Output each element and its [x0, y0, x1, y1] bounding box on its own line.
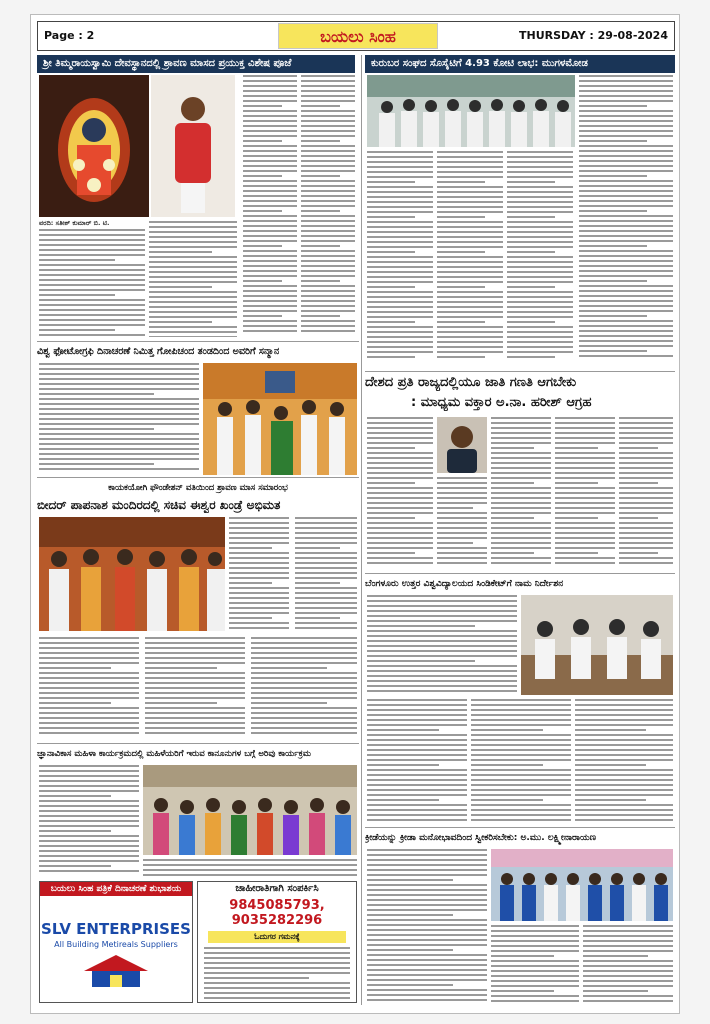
women-headline: ಜ್ಞಾನಾವಿಕಾಸ ಮಹಿಳಾ ಕಾರ್ಯಕ್ರಮದಲ್ಲಿ ಮಹಿಳೆಯರಿಗೆ ಇರುವ ಕಾನೂನುಗಳ ಬಗ್ಗೆ ಅರಿವು ಕಾರ್ಯಕ್ರಮ [37, 749, 311, 759]
classified-ad-banner: ಜಾಹೀರಾತಿಗಾಗಿ ಸಂಪರ್ಕಿಸಿ [198, 882, 356, 896]
issue-date: THURSDAY : 29-08-2024 [518, 29, 668, 42]
temple-text-4 [301, 75, 355, 337]
kurubara-headline: ಕುರುಬರ ಸಂಘದ ಸೊಸೈಟಿಗೆ 4.93 ಕೋಟಿ ಲಾಭ: ಮುಗಳಮೋಡ [365, 55, 675, 73]
slv-ad-banner: ಬಯಲು ಸಿಂಹ ಪತ್ರಿಕೆ ದಿನಾಚರಣೆ ಶುಭಾಶಯ [40, 882, 192, 896]
temple-byline: ವರದಿ: ಸತೀಶ್ ಕುಮಾರ್ ಬಿ. ಟಿ. [39, 219, 110, 227]
classified-ad-tag: ಓದುಗರ ಗಮನಕ್ಕೆ [208, 931, 346, 943]
university-text-1 [367, 595, 517, 695]
paper-name: ಬಯಲು ಸಿಂಹ [278, 23, 438, 49]
bidar-text-5 [251, 637, 357, 737]
university-photo [521, 595, 673, 695]
slv-ad-title: SLV ENTERPRISES [41, 920, 191, 938]
census-text-2 [437, 477, 487, 567]
sports-photo [491, 849, 673, 921]
temple-idol-photo [39, 75, 149, 217]
classified-ad [197, 881, 357, 1003]
slv-ad-subtitle: All Building Metireals Suppliers [54, 940, 178, 949]
census-subhead: : ಮಾಧ್ಯಮ ವಕ್ತಾರ ಅ.ನಾ. ಹರೀಶ್ ಆಗ್ರಹ [411, 395, 592, 410]
classified-ad-text [204, 947, 350, 1003]
slv-enterprises-ad [39, 881, 193, 1003]
women-photo [143, 765, 357, 855]
kurubara-text-2 [437, 151, 503, 365]
classified-ad-phone: 9845085793, 9035282296 [229, 898, 325, 928]
census-text-3 [491, 417, 551, 567]
women-text-2 [143, 859, 357, 877]
sports-headline: ಕ್ರೀಡೆಯನ್ನು ಕ್ರೀಡಾ ಮನೋಭಾವದಿಂದ ಸ್ವೀಕರಿಸಬೇಕು: ಅ.ಮು. ಲಕ್ಷ್ಮೀನಾರಾಯಣ [365, 833, 596, 843]
kurubara-text-3 [507, 151, 573, 365]
bidar-headline: ಬೀದರ್ ಪಾಪನಾಶ ಮಂದಿರದಲ್ಲಿ ಸಚಿವ ಈಶ್ವರ ಖಂಡ್ರೆ ಅಭಿಮತ [37, 498, 281, 512]
kurubara-text-1 [367, 151, 433, 365]
photo-day-photo [203, 363, 357, 475]
university-text-2 [367, 699, 467, 823]
kurubara-text-side [579, 75, 673, 365]
temple-text-1 [39, 229, 145, 337]
census-headline: ದೇಶದ ಪ್ರತಿ ರಾಜ್ಯದಲ್ಲಿಯೂ ಜಾತಿ ಗಣತಿ ಆಗಬೇಕು [365, 375, 577, 390]
sports-text-1 [367, 849, 487, 1005]
sports-text-2 [491, 925, 579, 1005]
university-text-3 [471, 699, 571, 823]
census-text-5 [619, 417, 673, 567]
temple-text-3 [243, 75, 297, 337]
census-text-1 [367, 417, 433, 567]
sports-text-3 [583, 925, 673, 1005]
newspaper-page [30, 14, 680, 1014]
bidar-text-2 [295, 517, 357, 631]
bidar-text-3 [39, 637, 139, 737]
temple-text-2 [149, 221, 237, 337]
priest-photo [151, 75, 235, 217]
masthead [37, 21, 675, 51]
university-headline: ಬೆಂಗಳೂರು ಉತ್ತರ ವಿಶ್ವವಿದ್ಯಾಲಯದ ಸಿಂಡಿಕೇಟ್‌ಗೆ ನಾಮ ನಿರ್ದೇಶನ [365, 579, 564, 589]
bidar-kicker: ಕಾಯಕಯೋಗಿ ಫೌಂಡೇಶನ್ ವತಿಯಿಂದ ಶ್ರಾವಣ ಮಾಸ ಸಮಾರಂಭ [108, 483, 288, 493]
spokesperson-photo [437, 417, 487, 473]
women-text-1 [39, 765, 139, 877]
house-icon [76, 953, 156, 987]
bidar-text-1 [229, 517, 289, 631]
photo-day-text [39, 363, 199, 473]
bidar-photo [39, 517, 225, 631]
kurubara-photo [367, 75, 575, 147]
temple-headline: ಶ್ರೀ ತಿಮ್ಮರಾಯಸ್ವಾಮಿ ದೇವಸ್ಥಾನದಲ್ಲಿ ಶ್ರಾವಣ ಮಾಸದ ಪ್ರಯುಕ್ತ ವಿಶೇಷ ಪೂಜೆ [37, 55, 355, 73]
bidar-text-4 [145, 637, 245, 737]
census-text-4 [555, 417, 615, 567]
photo-day-headline: ವಿಶ್ವ ಫೋಟೋಗ್ರಫಿ ದಿನಾಚರಣೆ ನಿಮಿತ್ತ ಗೋಪಿಚಂದ ತಂಡದಿಂದ ಅವರಿಗೆ ಸನ್ಮಾನ [37, 346, 280, 357]
university-text-4 [575, 699, 673, 823]
page-number: Page : 2 [44, 29, 95, 42]
